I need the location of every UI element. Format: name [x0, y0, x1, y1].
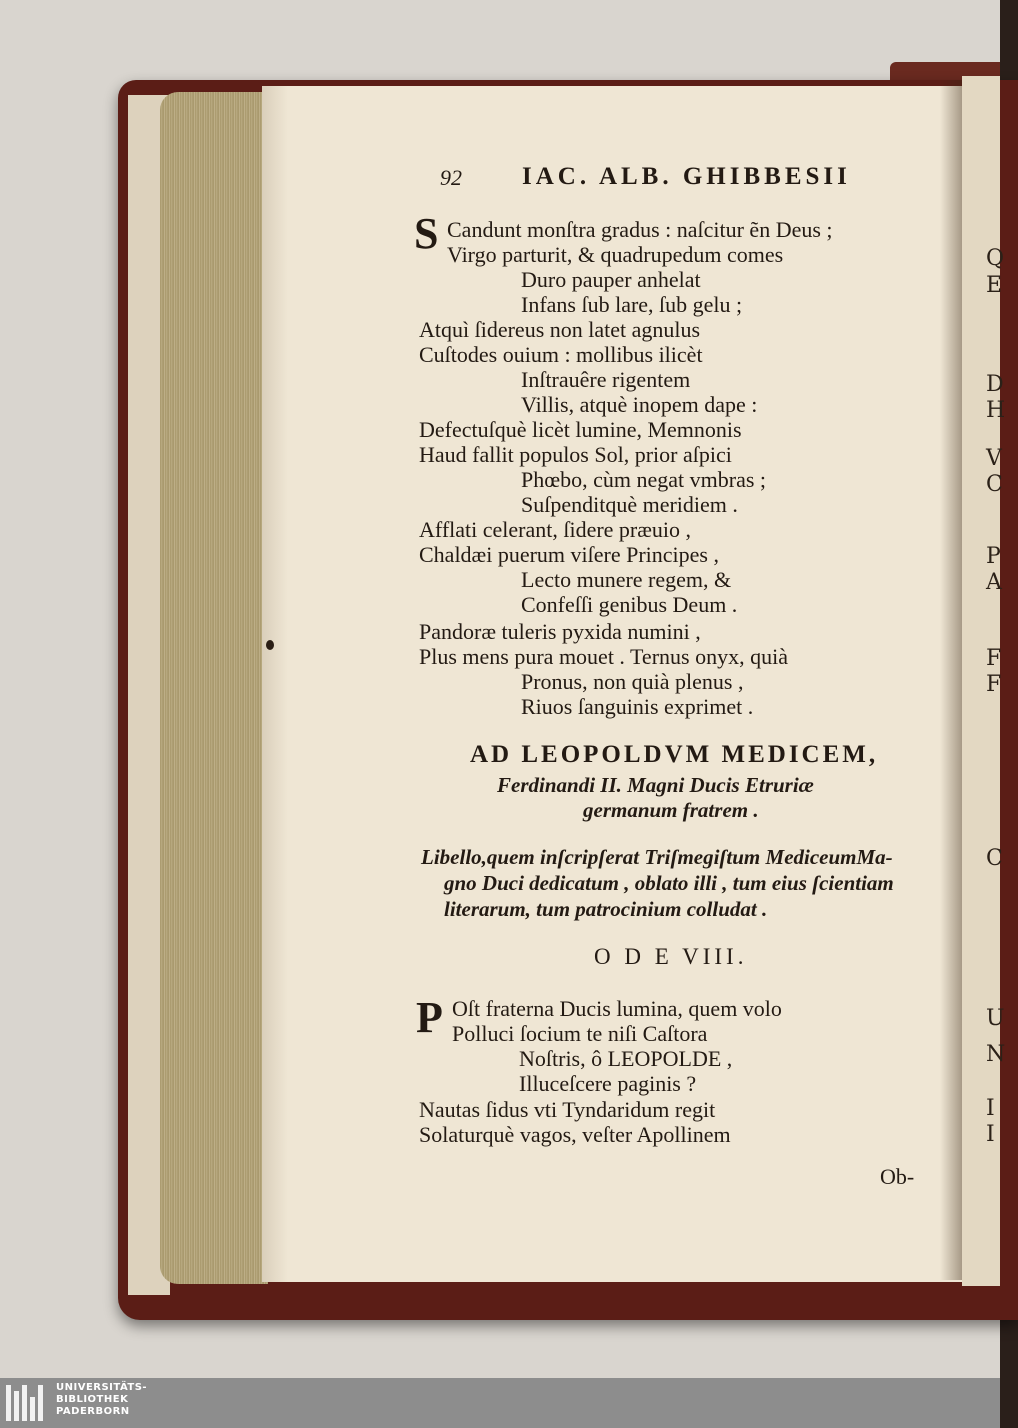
facing-letter: N	[986, 1042, 1006, 1067]
verse-line: Afflati celerant, ſidere præuio ,	[419, 517, 692, 542]
verse-line: Defectuſquè licèt lumine, Memnonis	[419, 417, 742, 442]
verse-line: Plus mens pura mouet . Ternus onyx, quià	[419, 644, 788, 669]
page-edges	[160, 92, 268, 1284]
verse-line: Villis, atquè inopem dape :	[521, 392, 758, 417]
catchword: Ob-	[880, 1164, 915, 1189]
library-footer	[0, 1378, 1000, 1428]
verse-line: Duro pauper anhelat	[521, 267, 701, 292]
verse-line: Atquì ſidereus non latet agnulus	[419, 317, 701, 342]
verse-line: Noſtris, ô LEOPOLDE ,	[519, 1046, 733, 1071]
verse-line: Haud fallit populos Sol, prior aſpici	[419, 442, 732, 467]
argument-line: literarum, tum patrocinium colludat .	[444, 897, 768, 921]
facing-letter: I	[986, 1122, 995, 1147]
facing-letter: C	[986, 846, 1003, 871]
verse-line: Polluci ſocium te niſi Caſtora	[452, 1021, 708, 1046]
verse-line: Candunt monſtra gradus : naſcitur ẽn Deus ;	[447, 217, 833, 242]
drop-cap: P	[416, 993, 443, 1042]
verse-line: Oſt fraterna Ducis lumina, quem volo	[452, 996, 782, 1021]
library-name-line: UNIVERSITÄTS-	[56, 1382, 148, 1393]
facing-page-fragment	[962, 76, 1006, 1286]
verse-line: Pronus, non quià plenus ,	[521, 669, 744, 694]
facing-letter: Q	[986, 246, 1005, 271]
verse-line: Virgo parturit, & quadrupedum comes	[447, 242, 784, 267]
verse-line: Riuos ſanguinis exprimet .	[521, 694, 754, 719]
facing-letter: V	[986, 446, 1002, 471]
library-logo-icon	[6, 1385, 50, 1421]
ink-spot	[266, 640, 274, 650]
verse-line: Inſtrauêre rigentem	[521, 367, 691, 392]
facing-letter: I	[986, 1096, 995, 1121]
running-title: IAC. ALB. GHIBBESII	[522, 163, 851, 190]
library-name-line: PADERBORN	[56, 1406, 130, 1417]
facing-letter: H	[986, 398, 1006, 423]
verse-line: Cuſtodes ouium : mollibus ilicèt	[419, 342, 703, 367]
ode-title: AD LEOPOLDVM MEDICEM,	[470, 741, 879, 768]
facing-letter: P	[986, 544, 1001, 569]
verse-line: Phœbo, cùm negat vmbras ;	[521, 467, 767, 492]
facing-letter: A	[986, 570, 1002, 595]
verse-line: Nautas ſidus vti Tyndaridum regit	[419, 1097, 716, 1122]
verse-line: Infans ſub lare, ſub gelu ;	[521, 292, 743, 317]
facing-letter: C	[986, 472, 1003, 497]
argument-line: gno Duci dedicatum , oblato illi , tum eius ſcientiam	[444, 871, 894, 895]
verse-line: Illuceſcere paginis ?	[519, 1071, 697, 1096]
argument-line: Libello,quem inſcripſerat Triſmegiſtum MediceumMa-	[421, 845, 893, 869]
ode-subtitle: Ferdinandi II. Magni Ducis Etruriæ	[497, 773, 814, 797]
facing-letter: D	[986, 372, 1004, 397]
verse-line: Chaldæi puerum viſere Principes ,	[419, 542, 719, 567]
library-name-line: BIBLIOTHEK	[56, 1394, 129, 1405]
ode-subtitle: germanum fratrem .	[583, 798, 759, 822]
facing-letter: F	[986, 672, 1002, 697]
facing-letter: E	[986, 273, 1003, 298]
facing-letter: F	[986, 646, 1002, 671]
drop-cap: S	[414, 209, 439, 258]
ode-number: O D E VIII.	[594, 944, 748, 969]
page-number: 92	[440, 165, 462, 190]
verse-line: Suſpenditquè meridiem .	[521, 492, 738, 517]
verse-line: Confeſſi genibus Deum .	[521, 592, 738, 617]
verse-line: Lecto munere regem, &	[521, 567, 732, 592]
verse-line: Pandoræ tuleris pyxida numini ,	[419, 619, 701, 644]
facing-letter: U	[986, 1006, 1005, 1031]
verse-line: Solaturquè vagos, veſter Apollinem	[419, 1122, 731, 1147]
